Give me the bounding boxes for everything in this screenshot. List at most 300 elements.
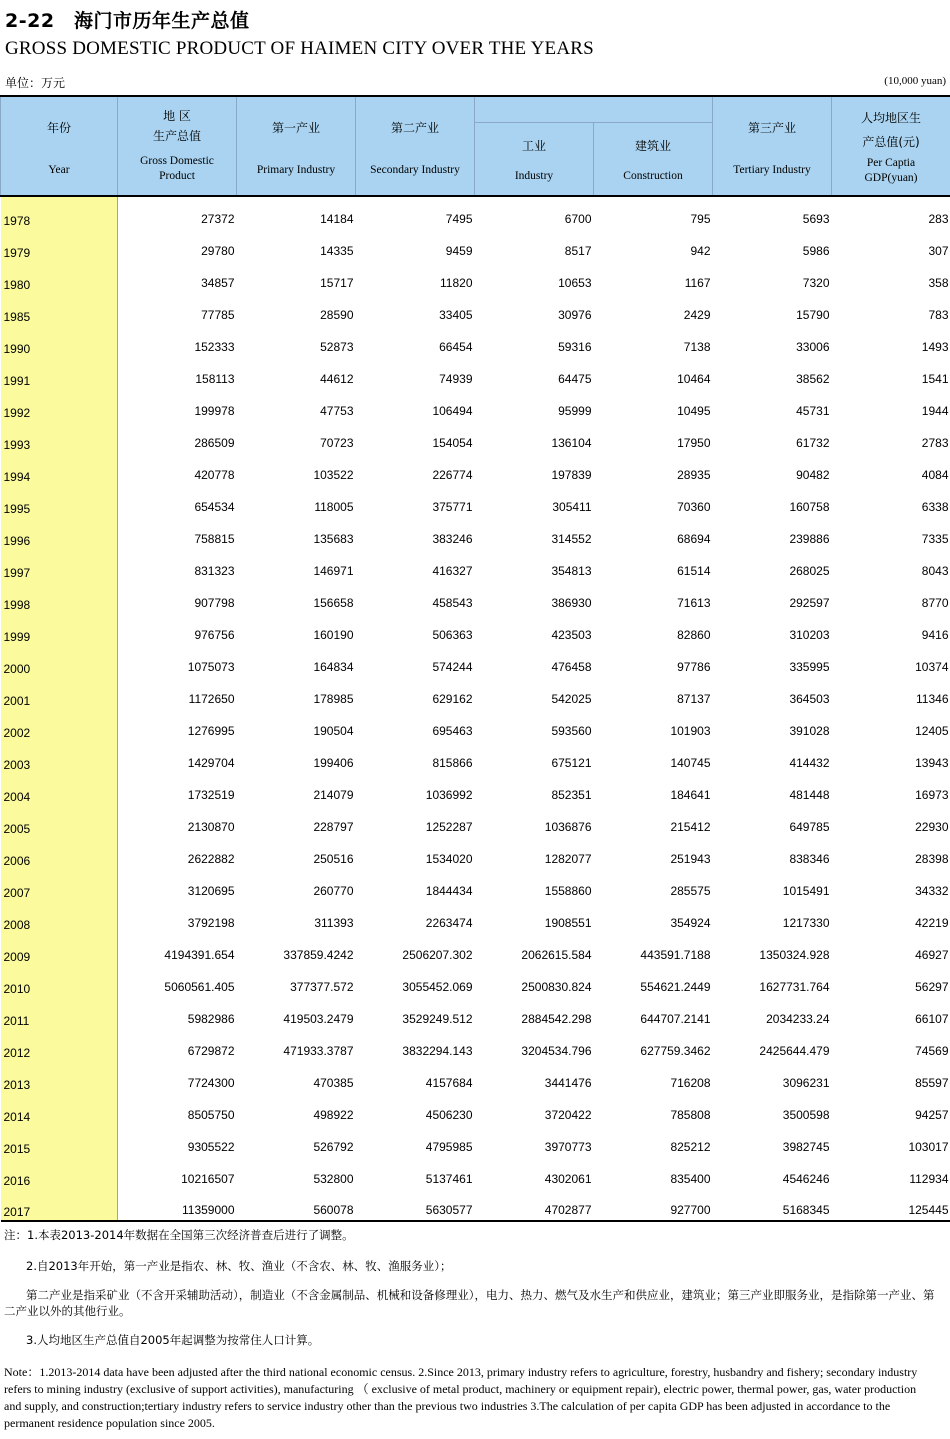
cell-year: 2001 [1, 677, 118, 709]
cell-per-capita: 16973 [915, 788, 949, 802]
cell-primary: 52873 [320, 340, 354, 354]
cell-primary: 44612 [320, 372, 354, 386]
cell-year: 2008 [1, 901, 118, 933]
cell-tertiary: 1015491 [782, 884, 830, 898]
cell-year: 1990 [1, 325, 118, 357]
header-percap-en2: GDP(yuan) [864, 172, 918, 184]
cell-gdp: 8505750 [187, 1108, 235, 1122]
cell-gdp: 286509 [194, 436, 235, 450]
cell-industry: 354813 [551, 564, 592, 578]
cell-per-capita: 1493 [921, 340, 949, 354]
cell-gdp: 9305522 [187, 1140, 235, 1154]
cell-gdp: 758815 [194, 532, 235, 546]
cell-per-capita: 74569 [915, 1044, 949, 1058]
header-construction-cn: 建筑业 [634, 139, 671, 154]
cell-primary: 28590 [320, 308, 354, 322]
cell-primary: 15717 [320, 276, 354, 290]
table-row [1, 421, 950, 453]
cell-construction: 285575 [670, 884, 711, 898]
cell-industry: 852351 [551, 788, 592, 802]
header-percap [832, 96, 950, 196]
header-gdp-cn2: 生产总值 [152, 128, 201, 143]
cell-primary: 160190 [313, 628, 354, 642]
cell-year: 2000 [1, 645, 118, 677]
cell-secondary: 416327 [432, 564, 473, 578]
cell-primary: 470385 [313, 1076, 354, 1090]
table-row [1, 389, 950, 421]
header-secondary-cn: 第二产业 [390, 120, 439, 135]
cell-industry: 2062615.584 [521, 948, 592, 962]
cell-industry: 3970773 [544, 1140, 592, 1154]
cell-primary: 190504 [313, 724, 354, 738]
cell-secondary: 226774 [432, 468, 473, 482]
cell-tertiary: 1627731.764 [759, 980, 830, 994]
cell-per-capita: 10374 [915, 660, 949, 674]
cell-construction: 28935 [677, 468, 711, 482]
cell-industry: 95999 [558, 404, 592, 418]
cell-per-capita: 783 [928, 308, 949, 322]
cell-per-capita: 85597 [915, 1076, 949, 1090]
cell-tertiary: 335995 [789, 660, 830, 674]
header-gdp [118, 96, 237, 196]
cell-per-capita: 22930 [915, 820, 949, 834]
cell-per-capita: 13943 [915, 756, 949, 770]
cell-industry: 675121 [551, 756, 592, 770]
cell-secondary: 33405 [439, 308, 473, 322]
cell-gdp: 6729872 [187, 1044, 235, 1058]
table-row [1, 869, 950, 901]
cell-gdp: 3792198 [187, 916, 235, 930]
cell-industry: 4302061 [544, 1172, 592, 1186]
cell-per-capita: 28398 [915, 852, 949, 866]
table-row [1, 709, 950, 741]
cell-secondary: 383246 [432, 532, 473, 546]
cell-year: 1995 [1, 485, 118, 517]
cell-construction: 785808 [670, 1108, 711, 1122]
cell-construction: 61514 [677, 564, 711, 578]
header-gdp-en1: Gross Domestic [140, 154, 214, 167]
cell-gdp: 2622882 [187, 852, 235, 866]
cell-gdp: 654534 [194, 500, 235, 514]
cell-primary: 532800 [313, 1172, 354, 1186]
cell-tertiary: 3096231 [782, 1076, 830, 1090]
cell-secondary: 3832294.143 [402, 1044, 473, 1058]
cell-secondary: 695463 [432, 724, 473, 738]
header-primary [237, 96, 356, 196]
cell-tertiary: 364503 [789, 692, 830, 706]
cell-tertiary: 5693 [802, 212, 830, 226]
cell-industry: 3204534.796 [521, 1044, 592, 1058]
cell-tertiary: 3982745 [782, 1140, 830, 1154]
cell-secondary: 7495 [445, 212, 473, 226]
cell-gdp: 152333 [194, 340, 235, 354]
cell-year: 2013 [1, 1061, 118, 1093]
cell-primary: 146971 [313, 564, 354, 578]
cell-per-capita: 358 [928, 276, 949, 290]
table-row [1, 1029, 950, 1061]
cell-per-capita: 46927 [915, 948, 949, 962]
cell-construction: 825212 [670, 1140, 711, 1154]
cell-gdp: 2130870 [187, 820, 235, 834]
cell-industry: 3720422 [544, 1108, 592, 1122]
cell-gdp: 907798 [194, 596, 235, 610]
cell-secondary: 2506207.302 [402, 948, 473, 962]
table-row [1, 1061, 950, 1093]
cell-primary: 337859.4242 [283, 948, 354, 962]
cell-year: 2006 [1, 837, 118, 869]
cell-industry: 30976 [558, 308, 592, 322]
cell-tertiary: 2425644.479 [759, 1044, 830, 1058]
page-title-cn: 2-22 海门市历年生产总值 [5, 10, 250, 32]
cell-primary: 260770 [313, 884, 354, 898]
cell-gdp: 5060561.405 [164, 980, 235, 994]
header-tertiary-en: Tertiary Industry [733, 163, 811, 176]
cell-secondary: 1252287 [425, 820, 473, 834]
table-row [1, 645, 950, 677]
cell-construction: 795 [690, 212, 711, 226]
cell-construction: 184641 [670, 788, 711, 802]
header-industry-en: Industry [514, 170, 554, 183]
header-industry-cn: 工业 [521, 139, 546, 154]
note-1-cn: 注：1.本表2013-2014年数据在全国第三次经济普查后进行了调整。 [4, 1228, 354, 1242]
cell-per-capita: 34332 [915, 884, 949, 898]
cell-year: 2014 [1, 1093, 118, 1125]
cell-per-capita: 307 [928, 244, 949, 258]
header-tertiary [713, 96, 832, 196]
table-row [1, 581, 950, 613]
cell-gdp: 11359000 [118, 1189, 237, 1221]
cell-gdp: 976756 [194, 628, 235, 642]
cell-per-capita: 283 [928, 212, 949, 226]
cell-tertiary: 292597 [789, 596, 830, 610]
note-2-cont-cn: 第二产业是指采矿业（不含开采辅助活动），制造业（不含金属制品、机械和设备修理业），电力、热力、燃气及水生产和供应业，建筑业；第三产业即服务业，是指除第一产业、第二产业以外的其他行业。 [4, 1288, 935, 1318]
cell-primary: 560078 [237, 1189, 356, 1221]
cell-year: 2009 [1, 933, 118, 965]
cell-per-capita: 56297 [915, 980, 949, 994]
cell-primary: 526792 [313, 1140, 354, 1154]
header-industry [475, 122, 594, 196]
header-secondary-span [475, 96, 713, 122]
header-gdp-cn1: 地 区 [163, 108, 191, 123]
table-row [1, 517, 950, 549]
header-gdp-en2: Product [159, 169, 195, 182]
cell-year: 1991 [1, 357, 118, 389]
cell-tertiary: 5986 [802, 244, 830, 258]
cell-gdp: 7724300 [187, 1076, 235, 1090]
cell-industry: 1558860 [544, 884, 592, 898]
cell-secondary: 74939 [439, 372, 473, 386]
cell-tertiary: 7320 [802, 276, 830, 290]
cell-tertiary: 3500598 [782, 1108, 830, 1122]
cell-year: 1993 [1, 421, 118, 453]
cell-construction: 927700 [594, 1189, 713, 1221]
cell-gdp: 199978 [194, 404, 235, 418]
cell-year: 2005 [1, 805, 118, 837]
header-year [1, 96, 118, 196]
cell-construction: 97786 [677, 660, 711, 674]
header-primary-en: Primary Industry [256, 163, 336, 176]
cell-year: 1994 [1, 453, 118, 485]
cell-industry: 1908551 [544, 916, 592, 930]
cell-gdp: 29780 [201, 244, 235, 258]
cell-construction: 101903 [670, 724, 711, 738]
cell-tertiary: 268025 [789, 564, 830, 578]
cell-per-capita: 103017 [908, 1140, 949, 1154]
cell-secondary: 1844434 [425, 884, 473, 898]
cell-secondary: 458543 [432, 596, 473, 610]
cell-year: 1997 [1, 549, 118, 581]
cell-year: 2016 [1, 1157, 118, 1189]
cell-year: 1985 [1, 293, 118, 325]
cell-industry: 2884542.298 [521, 1012, 592, 1026]
table-row [1, 1093, 950, 1125]
cell-tertiary: 838346 [789, 852, 830, 866]
table-row [1, 805, 950, 837]
cell-secondary: 815866 [432, 756, 473, 770]
note-3-cn: 3.人均地区生产总值自2005年起调整为按常住人口计算。 [26, 1333, 320, 1347]
cell-secondary: 106494 [432, 404, 473, 418]
cell-construction: 443591.7188 [640, 948, 711, 962]
cell-primary: 14335 [320, 244, 354, 258]
cell-primary: 199406 [313, 756, 354, 770]
note-en: Note：1.2013-2014 data have been adjusted after the third national economic census. 2.Since 2013, primary industry refers to agriculture, forestry, husbandry and fishery; secondary industry refers to mining industry (exclusive of support activities), manufacturing （ exclusive of metal product, machinery or equipment repair), electric power, thermal power, gas, water production and supply, and construction;tertiary industry refers to service industry other than the previous two industries 3.The calculation of per capita GDP has been adjusted in accordance to the permanent residence population since 2005. [4, 1365, 918, 1430]
cell-per-capita: 2783 [921, 436, 949, 450]
cell-industry: 197839 [551, 468, 592, 482]
cell-industry: 2500830.824 [521, 980, 592, 994]
cell-primary: 214079 [313, 788, 354, 802]
table-row [1, 837, 950, 869]
cell-primary: 250516 [313, 852, 354, 866]
cell-per-capita: 8770 [921, 596, 949, 610]
cell-per-capita: 6338 [921, 500, 949, 514]
cell-tertiary: 5168345 [713, 1189, 832, 1221]
cell-secondary: 1036992 [425, 788, 473, 802]
cell-secondary: 9459 [445, 244, 473, 258]
header-percap-en1: Per Captia [866, 157, 916, 169]
cell-year: 1998 [1, 581, 118, 613]
cell-construction: 17950 [677, 436, 711, 450]
cell-industry: 136104 [551, 436, 592, 450]
cell-gdp: 1429704 [187, 756, 235, 770]
cell-tertiary: 61732 [796, 436, 830, 450]
cell-primary: 164834 [313, 660, 354, 674]
cell-industry: 476458 [551, 660, 592, 674]
cell-primary: 103522 [313, 468, 354, 482]
cell-tertiary: 15790 [796, 308, 830, 322]
cell-construction: 140745 [670, 756, 711, 770]
cell-year: 2004 [1, 773, 118, 805]
cell-gdp: 831323 [194, 564, 235, 578]
cell-construction: 68694 [677, 532, 711, 546]
cell-primary: 471933.3787 [283, 1044, 354, 1058]
cell-secondary: 506363 [432, 628, 473, 642]
cell-year: 1996 [1, 517, 118, 549]
cell-secondary: 3529249.512 [402, 1012, 473, 1026]
cell-gdp: 27372 [201, 212, 235, 226]
gdp-table [0, 95, 950, 1222]
cell-tertiary: 33006 [796, 340, 830, 354]
header-percap-cn1: 人均地区生 [860, 111, 921, 125]
table-row [1, 1157, 950, 1189]
cell-year: 2017 [1, 1189, 118, 1221]
cell-secondary: 3055452.069 [402, 980, 473, 994]
table-row [1, 997, 950, 1029]
cell-per-capita: 66107 [915, 1012, 949, 1026]
cell-per-capita: 8043 [921, 564, 949, 578]
cell-primary: 118005 [314, 500, 354, 514]
cell-per-capita: 94257 [915, 1108, 949, 1122]
table-row [1, 357, 950, 389]
header-primary-cn: 第一产业 [271, 120, 320, 135]
cell-primary: 70723 [320, 436, 354, 450]
cell-construction: 87137 [677, 692, 711, 706]
cell-year: 2007 [1, 869, 118, 901]
cell-industry: 64475 [558, 372, 592, 386]
cell-industry: 314552 [551, 532, 592, 546]
cell-tertiary: 45731 [796, 404, 830, 418]
cell-construction: 554621.2449 [640, 980, 711, 994]
cell-secondary: 574244 [432, 660, 473, 674]
cell-tertiary: 90482 [796, 468, 830, 482]
cell-tertiary: 38562 [796, 372, 830, 386]
table-row [1, 773, 950, 805]
cell-gdp: 158113 [195, 372, 235, 386]
table-row [1, 1189, 950, 1221]
cell-gdp: 420778 [194, 468, 235, 482]
cell-secondary: 4157684 [425, 1076, 473, 1090]
cell-industry: 10653 [558, 276, 592, 290]
cell-year: 1999 [1, 613, 118, 645]
cell-gdp: 34857 [201, 276, 235, 290]
cell-tertiary: 160758 [789, 500, 830, 514]
cell-per-capita: 112934 [909, 1172, 949, 1186]
cell-primary: 311393 [314, 916, 354, 930]
table-row [1, 1125, 950, 1157]
cell-year: 2015 [1, 1125, 118, 1157]
cell-secondary: 154054 [432, 436, 473, 450]
cell-industry: 8517 [564, 244, 592, 258]
cell-gdp: 1276995 [187, 724, 235, 738]
cell-primary: 156658 [313, 596, 354, 610]
cell-year: 2010 [1, 965, 118, 997]
cell-primary: 498922 [313, 1108, 354, 1122]
table-row [1, 261, 950, 293]
cell-industry: 59316 [558, 340, 592, 354]
cell-gdp: 77785 [201, 308, 235, 322]
cell-primary: 419503.2479 [283, 1012, 354, 1026]
table-body [1, 196, 950, 1221]
header-year-cn: 年份 [46, 120, 71, 135]
header-tertiary-cn: 第三产业 [747, 120, 796, 135]
cell-construction: 627759.3462 [640, 1044, 711, 1058]
cell-per-capita: 7335 [921, 532, 949, 546]
cell-primary: 178985 [313, 692, 354, 706]
cell-tertiary: 4546246 [782, 1172, 830, 1186]
cell-tertiary: 310203 [789, 628, 830, 642]
cell-secondary: 5630577 [356, 1189, 475, 1221]
cell-secondary: 11820 [440, 276, 473, 290]
cell-per-capita: 42219 [915, 916, 949, 930]
header-secondary-en: Secondary Industry [370, 163, 460, 176]
cell-tertiary: 2034233.24 [766, 1012, 830, 1026]
cell-secondary: 4795985 [425, 1140, 473, 1154]
cell-tertiary: 1217330 [782, 916, 830, 930]
cell-gdp: 3120695 [187, 884, 235, 898]
cell-secondary: 2263474 [425, 916, 473, 930]
cell-construction: 82860 [677, 628, 711, 642]
table-row [1, 901, 950, 933]
cell-construction: 70360 [677, 500, 711, 514]
cell-construction: 354924 [670, 916, 711, 930]
cell-industry: 542025 [551, 692, 592, 706]
table-row [1, 293, 950, 325]
table-row [1, 229, 950, 261]
cell-year: 2012 [1, 1029, 118, 1061]
cell-construction: 644707.2141 [640, 1012, 711, 1026]
cell-construction: 2429 [683, 308, 711, 322]
page-title-en: GROSS DOMESTIC PRODUCT OF HAIMEN CITY OVER THE YEARS [5, 38, 594, 59]
cell-construction: 835400 [670, 1172, 711, 1186]
cell-year: 2011 [1, 997, 118, 1029]
cell-industry: 423503 [551, 628, 592, 642]
cell-industry: 6700 [564, 212, 592, 226]
cell-industry: 4702877 [475, 1189, 594, 1221]
cell-primary: 228797 [313, 820, 354, 834]
table-row [1, 196, 950, 229]
cell-year: 1980 [1, 261, 118, 293]
cell-per-capita: 12405 [915, 724, 949, 738]
cell-construction: 10495 [677, 404, 711, 418]
cell-construction: 251943 [670, 852, 711, 866]
cell-construction: 71613 [677, 596, 711, 610]
cell-gdp: 1732519 [187, 788, 235, 802]
cell-year: 1992 [1, 389, 118, 421]
table-row [1, 613, 950, 645]
cell-gdp: 1172650 [188, 692, 235, 706]
cell-per-capita: 4084 [921, 468, 949, 482]
cell-primary: 14184 [320, 212, 354, 226]
cell-primary: 47753 [320, 404, 354, 418]
table-row [1, 325, 950, 357]
unit-label-en: (10,000 yuan) [884, 75, 946, 87]
header-percap-cn2: 产总值(元) [862, 135, 920, 149]
cell-primary: 377377.572 [290, 980, 354, 994]
header-year-en: Year [48, 163, 70, 176]
table-row [1, 933, 950, 965]
cell-secondary: 629162 [432, 692, 473, 706]
header-construction [594, 122, 713, 196]
cell-tertiary: 649785 [789, 820, 830, 834]
cell-gdp: 4194391.654 [164, 948, 235, 962]
unit-label-cn: 单位：万元 [5, 76, 66, 90]
cell-industry: 3441476 [544, 1076, 592, 1090]
cell-per-capita: 1944 [921, 404, 949, 418]
cell-secondary: 66454 [439, 340, 473, 354]
cell-year: 1978 [1, 196, 118, 229]
cell-gdp: 1075073 [187, 660, 235, 674]
cell-industry: 305411 [552, 500, 592, 514]
cell-per-capita: 11346 [916, 692, 949, 706]
cell-year: 2003 [1, 741, 118, 773]
table-row [1, 485, 950, 517]
cell-construction: 1167 [684, 276, 711, 290]
cell-gdp: 10216507 [181, 1172, 235, 1186]
cell-year: 2002 [1, 709, 118, 741]
cell-industry: 386930 [551, 596, 592, 610]
cell-construction: 215412 [670, 820, 711, 834]
cell-tertiary: 414432 [789, 756, 830, 770]
table-row [1, 453, 950, 485]
